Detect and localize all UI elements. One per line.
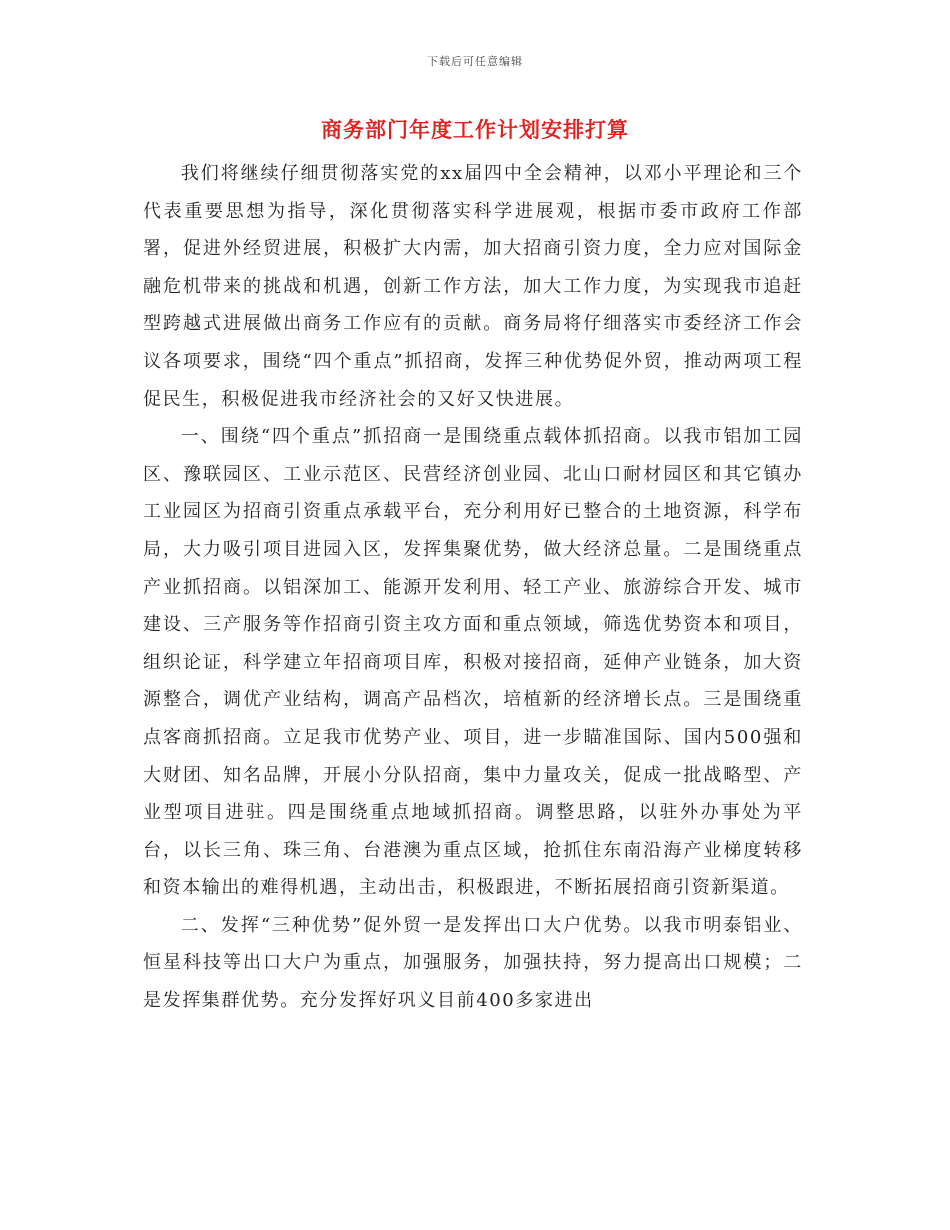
paragraph-section-2: 二、发挥“三种优势”促外贸一是发挥出口大户优势。以我市明泰铝业、恒星科技等出口大户为重点，加强服务，加强扶持，努力提高出口规模；二是发挥集群优势。充分发挥好巩义目前400多家进出 [143,914,803,1012]
header-note: 下载后可任意编辑 [427,55,523,68]
paragraph-intro: 我们将继续仔细贯彻落实党的xx届四中全会精神，以邓小平理论和三个代表重要思想为指导，深化贯彻落实科学进展观，根据市委市政府工作部署，促进外经贸进展，积极扩大内需，加大招商引资力度，全力应对国际金融危机带来的挑战和机遇，创新工作方法，加大工作力度，为实现我市追赶型跨越式进展做出商务工作应有的贡献。商务局将仔细落实市委经济工作会议各项要求，围绕“四个重点”抓招商，发挥三种优势促外贸，推动两项工程促民生，积极促进我市经济社会的又好又快进展。 [143,163,803,410]
paragraph-section-1: 一、围绕“四个重点”抓招商一是围绕重点载体抓招商。以我市铝加工园区、豫联园区、工业示范区、民营经济创业园、北山口耐材园区和其它镇办工业园区为招商引资重点承载平台，充分利用好已整合的土地资源，科学布局，大力吸引项目进园入区，发挥集聚优势，做大经济总量。二是围绕重点产业抓招商。以铝深加工、能源开发利用、轻工产业、旅游综合开发、城市建设、三产服务等作招商引资主攻方面和重点领域，筛选优势资本和项目，组织论证，科学建立年招商项目库，积极对接招商，延伸产业链条，加大资源整合，调优产业结构，调高产品档次，培植新的经济增长点。三是围绕重点客商抓招商。立足我市优势产业、项目，进一步瞄准国际、国内500强和大财团、知名品牌，开展小分队招商，集中力量攻关，促成一批战略型、产业型项目进驻。四是围绕重点地域抓招商。调整思路，以驻外办事处为平台，以长三角、珠三角、台港澳为重点区域，抢抓住东南沿海产业梯度转移和资本输出的难得机遇，主动出击，积极跟进，不断拓展招商引资新渠道。 [143,426,803,899]
document-body [143,155,803,1020]
document-title: 商务部门年度工作计划安排打算 [321,117,629,142]
